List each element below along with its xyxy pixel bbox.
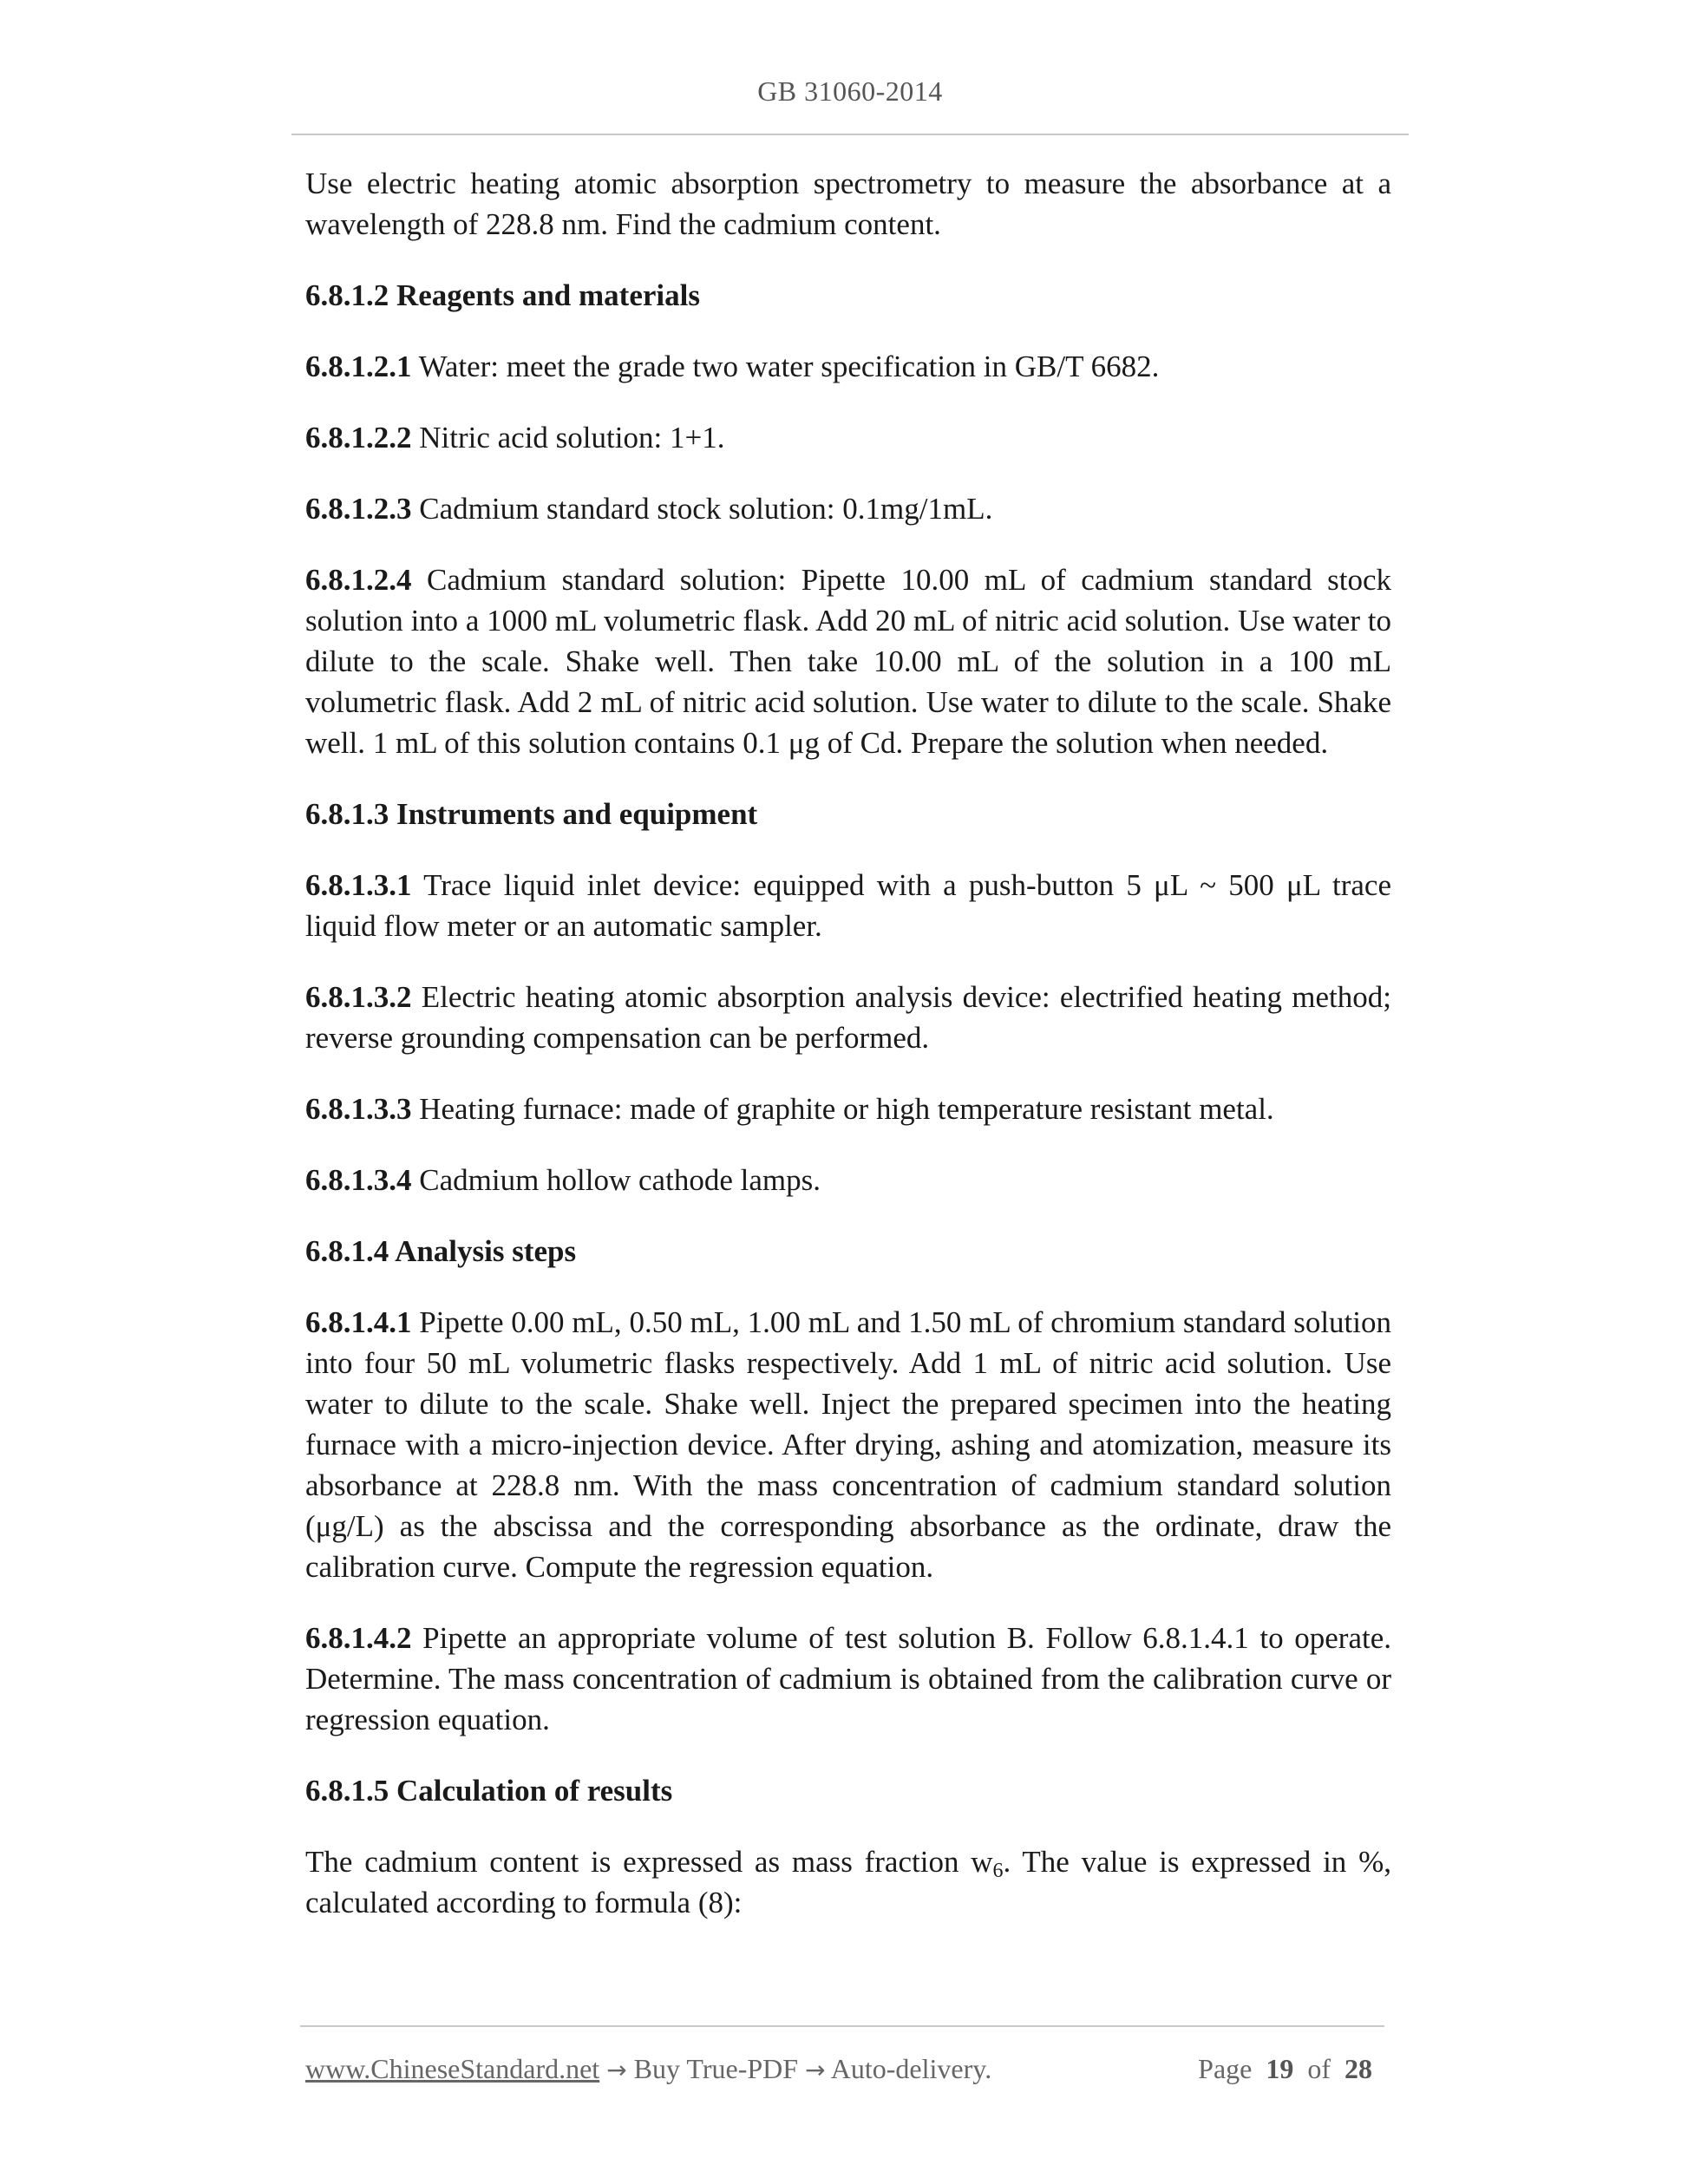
- document-body: [305, 163, 1391, 1953]
- clause-6-8-1-3-1: [305, 865, 1391, 946]
- page-footer: [300, 2025, 1384, 2105]
- clause-text: Cadmium standard solution: Pipette 10.00 mL of cadmium standard stock solution into a 1000 mL volumetric flask. Add 20 mL of nitric acid solution. Use water to dilute to the scale. Shake well. Then take 10.00 mL of the solution in a 100 mL volumetric flask. Add 2 mL of nitric acid solution. Use water to dilute to the scale. Shake well. 1 mL of this solution contains 0.1 μg of Cd. Prepare the solution when needed.: [305, 563, 1391, 760]
- clause-number: 6.8.1.4.1: [305, 1305, 412, 1339]
- calculation-text-end: . The value is expressed in %, calculated according to formula (8):: [305, 1845, 1391, 1919]
- section-heading-reagents: 6.8.1.2 Reagents and materials: [305, 278, 700, 312]
- clause-number: 6.8.1.3.4: [305, 1163, 412, 1197]
- clause-number: 6.8.1.3.3: [305, 1092, 412, 1126]
- website-link[interactable]: www.ChineseStandard.net: [305, 2053, 600, 2084]
- buy-true-pdf-text: Buy True-PDF: [633, 2053, 799, 2084]
- clause-number: 6.8.1.3.1: [305, 868, 412, 902]
- clause-6-8-1-2-3: [305, 488, 1391, 529]
- intro-paragraph: Use electric heating atomic absorption spectrometry to measure the absorbance at a wavelength of 228.8 nm. Find the cadmium content.: [305, 167, 1391, 241]
- clause-text: Pipette an appropriate volume of test solution B. Follow 6.8.1.4.1 to operate. Determine. The mass concentration of cadmium is obtained from the calibration curve or regression equation.: [305, 1621, 1391, 1736]
- clause-6-8-1-4-1: [305, 1302, 1391, 1587]
- clause-6-8-1-2-1: [305, 346, 1391, 387]
- clause-number: 6.8.1.2.3: [305, 492, 412, 526]
- mass-fraction-subscript: 6: [992, 1860, 1004, 1882]
- auto-delivery-text: Auto-delivery.: [830, 2053, 992, 2084]
- page-header: [291, 73, 1409, 135]
- of-label: of: [1307, 2053, 1331, 2084]
- total-pages-number: 28: [1345, 2053, 1372, 2084]
- clause-text: Water: meet the grade two water specification in GB/T 6682.: [411, 350, 1160, 383]
- page-indicator: [1198, 2050, 1372, 2088]
- clause-6-8-1-2-2: [305, 417, 1391, 458]
- clause-text: Electric heating atomic absorption analysis device: electrified heating method; reverse grounding compensation can be performed.: [305, 980, 1391, 1055]
- clause-6-8-1-3-2: [305, 977, 1391, 1058]
- current-page-number: 19: [1266, 2053, 1294, 2084]
- clause-text: Cadmium standard stock solution: 0.1mg/1mL.: [411, 492, 993, 526]
- calculation-paragraph: [305, 1841, 1391, 1923]
- standard-number: GB 31060-2014: [757, 75, 943, 107]
- clause-number: 6.8.1.2.2: [305, 421, 412, 454]
- clause-number: 6.8.1.2.1: [305, 350, 412, 383]
- clause-6-8-1-2-4: [305, 559, 1391, 763]
- page-label: Page: [1198, 2053, 1253, 2084]
- clause-6-8-1-3-4: [305, 1160, 1391, 1200]
- clause-6-8-1-4-2: [305, 1618, 1391, 1740]
- clause-text: Trace liquid inlet device: equipped with a push-button 5 μL ~ 500 μL trace liquid flow meter or an automatic sampler.: [305, 868, 1391, 943]
- clause-number: 6.8.1.2.4: [305, 563, 412, 597]
- clause-text: Pipette 0.00 mL, 0.50 mL, 1.00 mL and 1.50 mL of chromium standard solution into four 50 mL volumetric flasks respectively. Add 1 mL of nitric acid solution. Use water to dilute to the scale. Shake well. Inject the prepared specimen into the heating furnace with a micro-injection device. After drying, ashing and atomization, measure its absorbance at 228.8 nm. With the mass concentration of cadmium standard solution (μg/L) as the abscissa and the corresponding absorbance as the ordinate, draw the calibration curve. Compute the regression equation.: [305, 1305, 1391, 1584]
- section-heading-instruments: 6.8.1.3 Instruments and equipment: [305, 797, 758, 831]
- clause-number: 6.8.1.4.2: [305, 1621, 412, 1655]
- calculation-text-start: The cadmium content is expressed as mass fraction w: [305, 1845, 993, 1879]
- arrow-right-icon: →: [805, 2056, 826, 2084]
- section-heading-calculation: 6.8.1.5 Calculation of results: [305, 1774, 673, 1808]
- section-heading-analysis: 6.8.1.4 Analysis steps: [305, 1234, 577, 1268]
- clause-text: Heating furnace: made of graphite or high temperature resistant metal.: [411, 1092, 1274, 1126]
- clause-text: Cadmium hollow cathode lamps.: [411, 1163, 821, 1197]
- footer-promo: [305, 2050, 991, 2089]
- clause-number: 6.8.1.3.2: [305, 980, 412, 1014]
- arrow-right-icon: →: [606, 2056, 627, 2084]
- clause-text: Nitric acid solution: 1+1.: [411, 421, 725, 454]
- clause-6-8-1-3-3: [305, 1089, 1391, 1129]
